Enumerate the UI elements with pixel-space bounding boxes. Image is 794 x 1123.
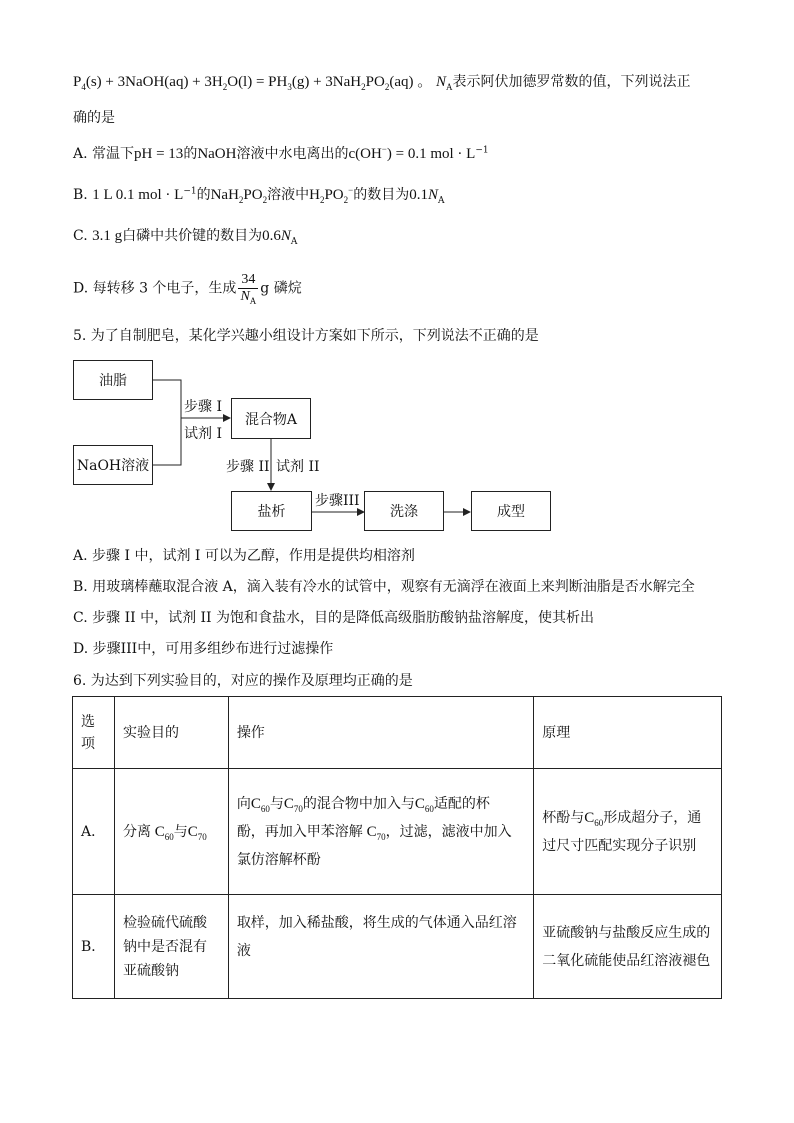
- box-salting-out: 盐析: [231, 491, 312, 531]
- box-oil: 油脂: [73, 360, 153, 400]
- table-header-row: [73, 697, 722, 769]
- q4-option-c: C. 3.1 g白磷中共价键的数目为$0.6N_A$: [73, 228, 298, 247]
- row-a-principle: 杯酚与$C_{60}$形成超分子，通 过尺寸匹配实现分子识别: [534, 769, 722, 895]
- header-principle: 原理: [534, 697, 722, 769]
- q4-option-b: B. 1 L 0.1 mol · $L^{-1}$的$NaH_2PO_2$溶液中$H_2PO_2^-$的数目为$0.1N_A$: [73, 185, 445, 206]
- q5-option-d: D. 步骤III中，可用多组纱布进行过滤操作: [73, 641, 334, 657]
- table-row: [73, 895, 722, 999]
- row-b-purpose: 检验硫代硫酸钠中是否混有亚硫酸钠: [114, 895, 228, 999]
- q5-option-b: B. 用玻璃棒蘸取混合液 A，滴入装有冷水的试管中，观察有无滴浮在液面上来判断油脂是否水解完全: [73, 579, 695, 595]
- q6-stem: 6. 为达到下列实验目的，对应的操作及原理均正确的是: [73, 673, 413, 689]
- row-a-option: A．: [73, 769, 115, 895]
- q4-option-d: D. 每转移 3 个电子，生成 $\frac{34}{N_A}$ g 磷烷: [73, 272, 302, 306]
- header-operation: 操作: [228, 697, 533, 769]
- header-purpose: 实验目的: [114, 697, 228, 769]
- label-reagent-2: 试剂 II: [276, 459, 320, 475]
- header-option: 选项: [73, 697, 115, 769]
- q4-option-a: A. 常温下pH = 13的NaOH溶液中水电离出的c(OH−) = 0.1 mol · $L^{-1}$: [73, 144, 489, 162]
- label-reagent-1: 试剂 I: [184, 426, 222, 442]
- q5-option-a: A. 步骤 I 中，试剂 I 可以为乙醇，作用是提供均相溶剂: [73, 548, 415, 564]
- intro-line-2: 确的是: [73, 110, 115, 126]
- row-b-option: B．: [73, 895, 115, 999]
- reaction-equation: $P_4(s)$ + 3NaOH(aq) + $3H_2O(l) = PH_3(g) + 3NaH_2PO_2(aq)$ 。 $N_A$表示阿伏加德罗常数的值，下列说法正: [73, 74, 691, 92]
- row-a-purpose: 分离 $C_{60}$与$C_{70}$: [114, 769, 228, 895]
- box-mixture-a: 混合物A: [231, 398, 311, 439]
- equation-tail: 。: [417, 74, 433, 90]
- table-row: [73, 769, 722, 895]
- avogadro-statement: 表示阿伏加德罗常数的值，下列说法正: [452, 74, 691, 90]
- label-step-1: 步骤 I: [184, 399, 222, 415]
- q5-stem: 5. 为了自制肥皂，某化学兴趣小组设计方案如下所示，下列说法不正确的是: [73, 328, 539, 344]
- box-naoh-solution: NaOH溶液: [73, 445, 153, 485]
- experiment-table: [72, 696, 722, 999]
- label-step-3: 步骤III: [315, 493, 360, 509]
- label-step-2: 步骤 II: [226, 459, 270, 475]
- box-washing: 洗涤: [364, 491, 444, 531]
- row-a-operation: 向$C_{60}$与$C_{70}$的混合物中加入与$C_{60}$适配的杯 酚，再加入甲苯溶解 $C_{70}$，过滤，滤液中加入 氯仿溶解杯酚: [228, 769, 533, 895]
- box-forming: 成型: [471, 491, 551, 531]
- row-b-principle: 亚硫酸钠与盐酸反应生成的二氧化硫能使品红溶液褪色: [534, 895, 722, 999]
- q5-option-c: C. 步骤 II 中，试剂 II 为饱和食盐水，目的是降低高级脂肪酸钠盐溶解度，使其析出: [73, 610, 595, 626]
- row-b-operation: 取样，加入稀盐酸，将生成的气体通入品红溶液: [228, 895, 533, 999]
- fraction-34-over-na: $\frac{34}{N_A}$: [240, 272, 257, 306]
